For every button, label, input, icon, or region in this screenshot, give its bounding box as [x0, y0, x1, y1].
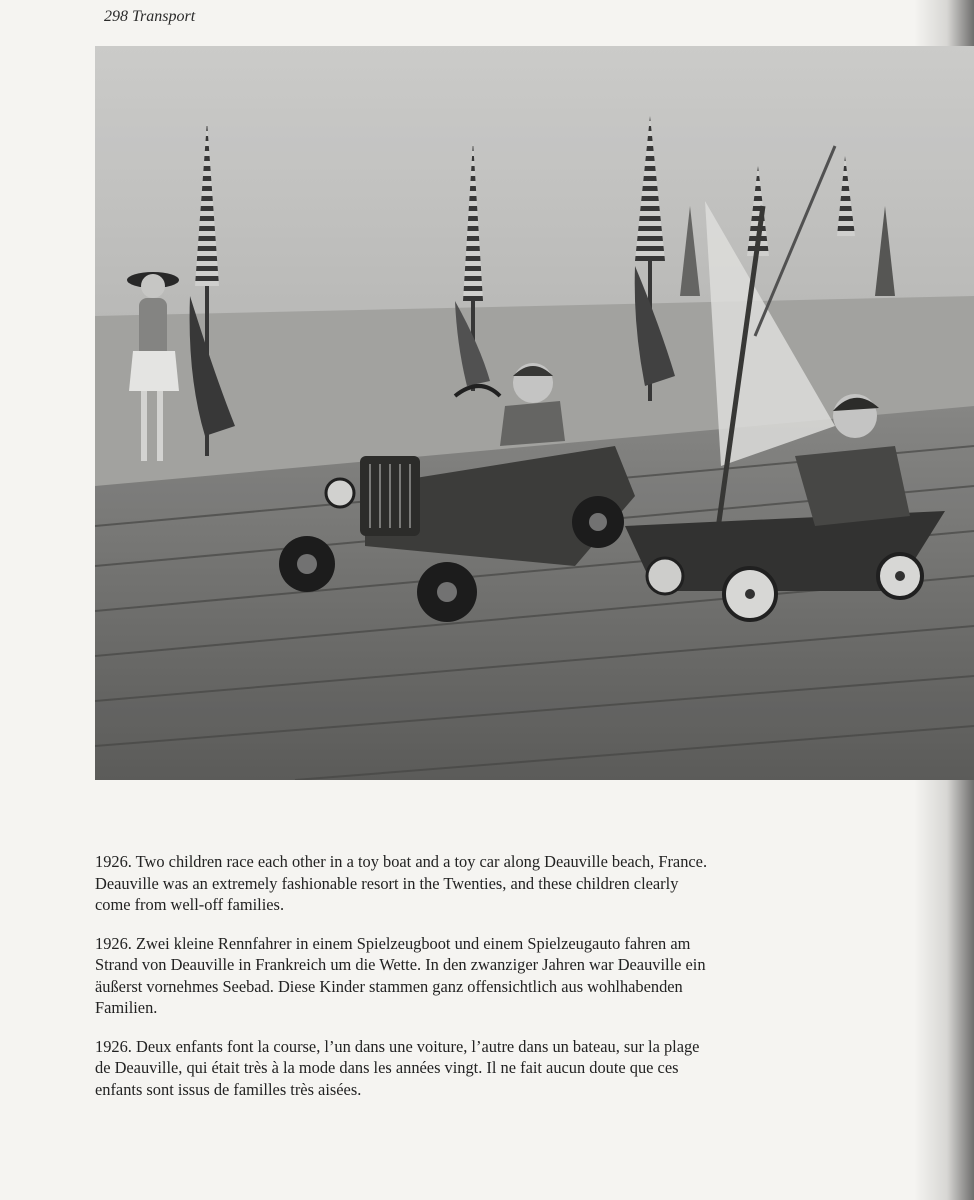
running-head: 298 Transport [104, 8, 196, 25]
photo-illustration [95, 46, 974, 780]
caption-german: 1926. Zwei kleine Rennfahrer in einem Spielzeugboot und einem Spielzeugauto fahren am Strand von Deauville in Frankreich um die Wette. In den zwanziger Jahren war Deauville ein äußerst vornehmes Seebad. Diese Kinder stammen ganz offensichtlich aus wohlhabenden Familien. [95, 933, 706, 1017]
caption-french: 1926. Deux enfants font la course, l’un dans une voiture, l’autre dans un bateau, sur la plage de Deauville, qui était très à la mode dans les années vingt. Il ne fait aucun doute que ces enfants sont issus de familles très aisées. [95, 1036, 700, 1099]
caption-english: 1926. Two children race each other in a toy boat and a toy car along Deauville beach, France. Deauville was an extremely fashionable resort in the Twenties, and these children clearly come from well-off families. [95, 852, 708, 914]
historical-photograph [95, 46, 974, 780]
caption-block [95, 851, 715, 1117]
